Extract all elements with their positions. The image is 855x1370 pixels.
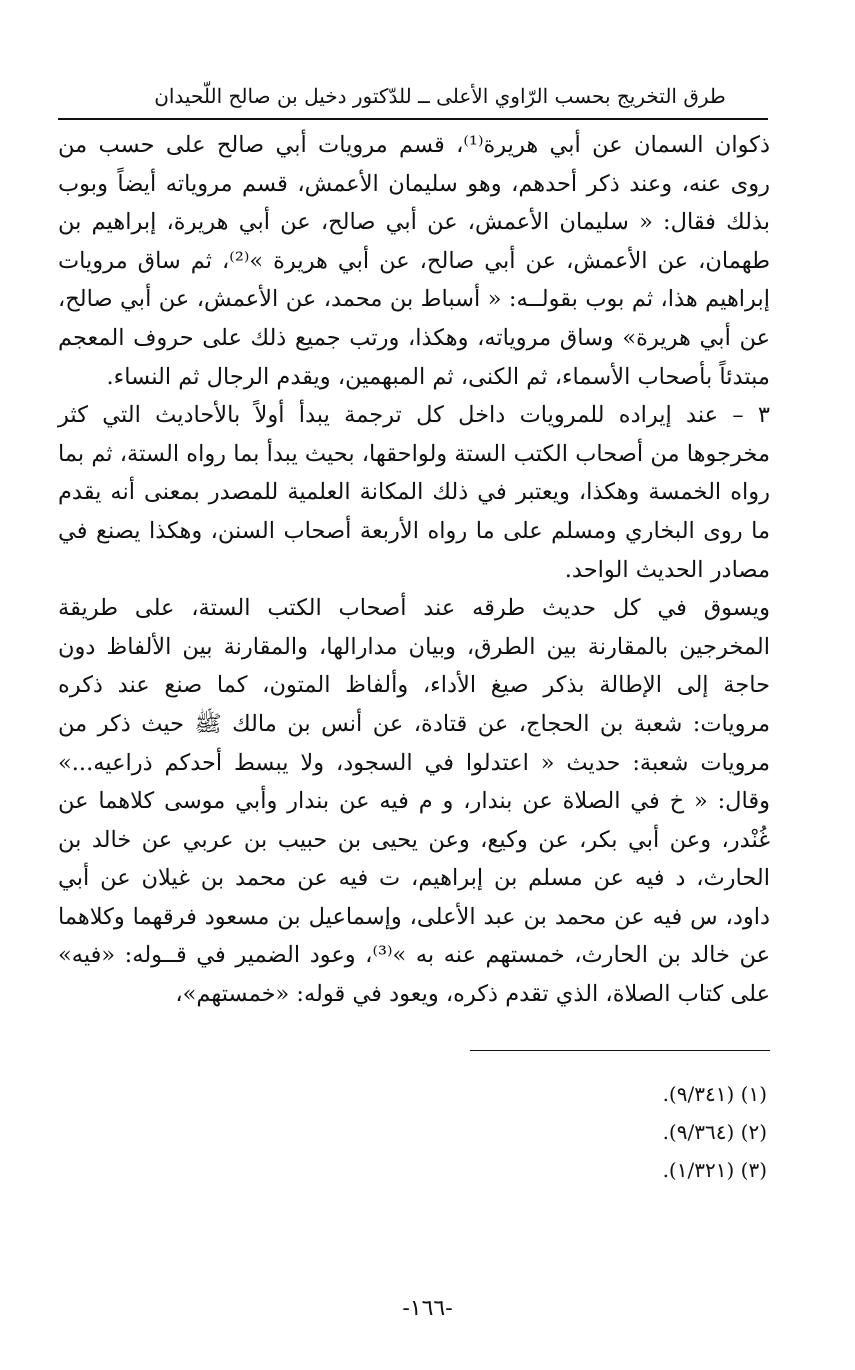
body-text [58, 126, 770, 1014]
running-head: طرق التخريج بحسب الرّاوي الأعلى ــ للدّكتور دخيل بن صالح اللّحيدان [154, 84, 726, 108]
header-rule [58, 118, 768, 120]
paragraph-3: ويسوق في كل حديث طرقه عند أصحاب الكتب الستة، على طريقة المخرجين بالمقارنة بين الطرق، وبيان مدارالها، والمقارنة بين الألفاظ دون حاجة إلى الإطالة بذكر صيغ الأداء، وألفاظ المتون، كما صنع عند ذكره مرويات: شعبة بن الحجاج، عن قتادة، عن أنس بن مالك ﷺ حيث ذكر من مرويات شعبة: حديث « اعتدلوا في السجود، ولا يبسط أحدكم ذراعيه...» وقال: « خ في الصلاة عن بندار، و م فيه عن بندار وأبي موسى كلاهما عن غُنْدر، وعن أبي بكر، عن وكيع، وعن يحيى بن حبيب بن عربي عن خالد بن الحارث، د فيه عن مسلم بن إبراهيم، ت فيه عن محمد بن غيلان عن أبي داود، س فيه عن محمد بن عبد الأعلى، وإسماعيل بن مسعود فرقهما وكلاهما عن خالد بن الحارث، خمستهم عنه به »⁽³⁾، وعود الضمير في قــوله: «فيه» على كتاب الصلاة، الذي تقدم ذكره، ويعود في قوله: «خمستهم»، [58, 595, 770, 1008]
footnote-2: (٢) (٩/٣٦٤). [662, 1120, 767, 1144]
paragraph-1: ذكوان السمان عن أبي هريرة⁽¹⁾، قسم مرويات أبي صالح على حسب من روى عنه، وعند ذكر أحدهم، وهو سليمان الأعمش، قسم مروياته أيضاً وبوب بذلك فقال: « سليمان الأعمش، عن أبي صالح، عن أبي هريرة، إبراهيم بن طهمان، عن الأعمش، عن أبي صالح، عن أبي هريرة »⁽²⁾، ثم ساق مرويات إبراهيم هذا، ثم بوب بقولــه: « أسباط بن محمد، عن الأعمش، عن أبي صالح، عن أبي هريرة» وساق مروياته، وهكذا، ورتب جميع ذلك على حروف المعجم مبتدئاً بأصحاب الأسماء، ثم الكنى، ثم المبهمين، ويقدم الرجال ثم النساء. [58, 132, 771, 390]
footnote-rule [470, 1050, 770, 1051]
footnotes [387, 1075, 767, 1189]
footnote-1: (١) (٩/٣٤١). [662, 1082, 767, 1106]
paragraph-2: ٣ – عند إيراده للمرويات داخل كل ترجمة يبدأ أولاً بالأحاديث التي كثر مخرجوها من أصحاب الكتب الستة ولواحقها، بحيث يبدأ بما رواه الستة، ثم بما رواه الخمسة وهكذا، ويعتبر في ذلك المكانة العلمية للمصدر بمعنى أنه يقدم ما روى البخاري ومسلم على ما رواه الأربعة أصحاب السنن، وهكذا يصنع في مصادر الحديث الواحد. [58, 402, 770, 583]
page-number: -١٦٦- [402, 1296, 453, 1321]
footnote-3: (٣) (١/٣٢١). [662, 1158, 767, 1182]
